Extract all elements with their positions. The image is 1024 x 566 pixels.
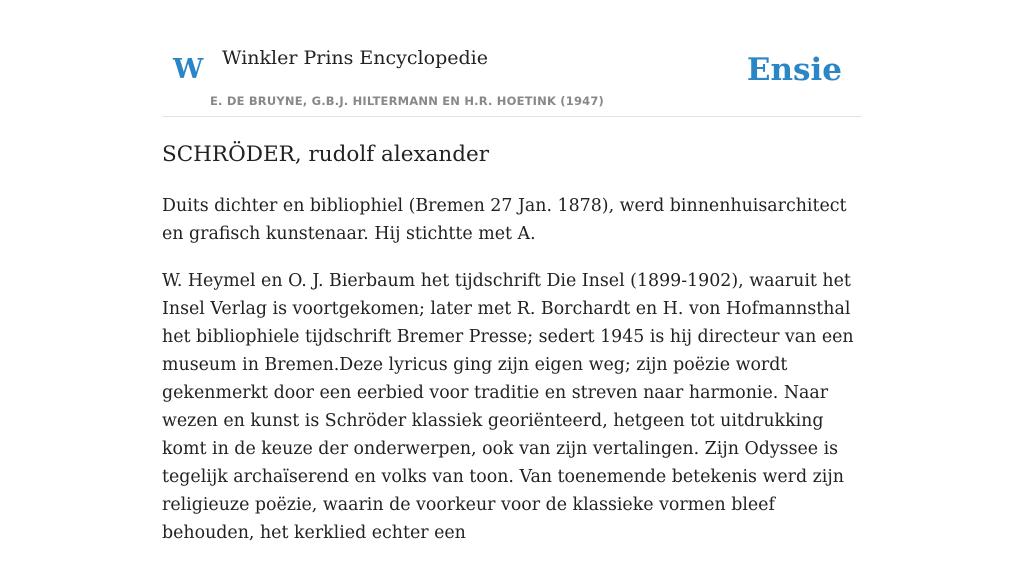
publication-authors: E. DE BRUYNE, G.B.J. HILTERMANN EN H.R. HOETINK (1947) [210, 94, 605, 108]
article-title: SCHRÖDER, rudolf alexander [162, 142, 490, 167]
publication-title[interactable]: Winkler Prins Encyclopedie [222, 47, 488, 69]
article-paragraph: Duits dichter en bibliophiel (Bremen 27 Jan. 1878), werd binnenhuisarchitect en grafisch kunstenaar. Hij stichtte met A. [162, 196, 847, 244]
article-paragraph: W. Heymel en O. J. Bierbaum het tijdschrift Die Insel (1899-1902), waaruit het Insel Verlag is voortgekomen; later met R. Borchardt en H. von Hofmannsthal het bibliophiele tijdschrift Bremer Presse; sedert 1945 is hij directeur van een museum in Bremen.Deze lyricus ging zijn eigen weg; zijn poëzie wordt gekenmerkt door een eerbied voor traditie en streven naar harmonie. Naar wezen en kunst is Schröder klassiek georiënteerd, hetgeen tot uitdrukking komt in de keuze der onderwerpen, ook van zijn vertalingen. Zijn Odyssee is tegelijk archaïserend en volks van toon. Van toenemende betekenis werd zijn religieuze poëzie, waarin de voorkeur voor de klassieke vormen bleef behouden, het kerklied echter een [162, 271, 854, 543]
publication-header [162, 0, 862, 117]
ensie-logo[interactable]: Ensie [746, 52, 842, 88]
article-body [162, 192, 862, 566]
publication-logo-icon[interactable]: W [173, 54, 204, 85]
